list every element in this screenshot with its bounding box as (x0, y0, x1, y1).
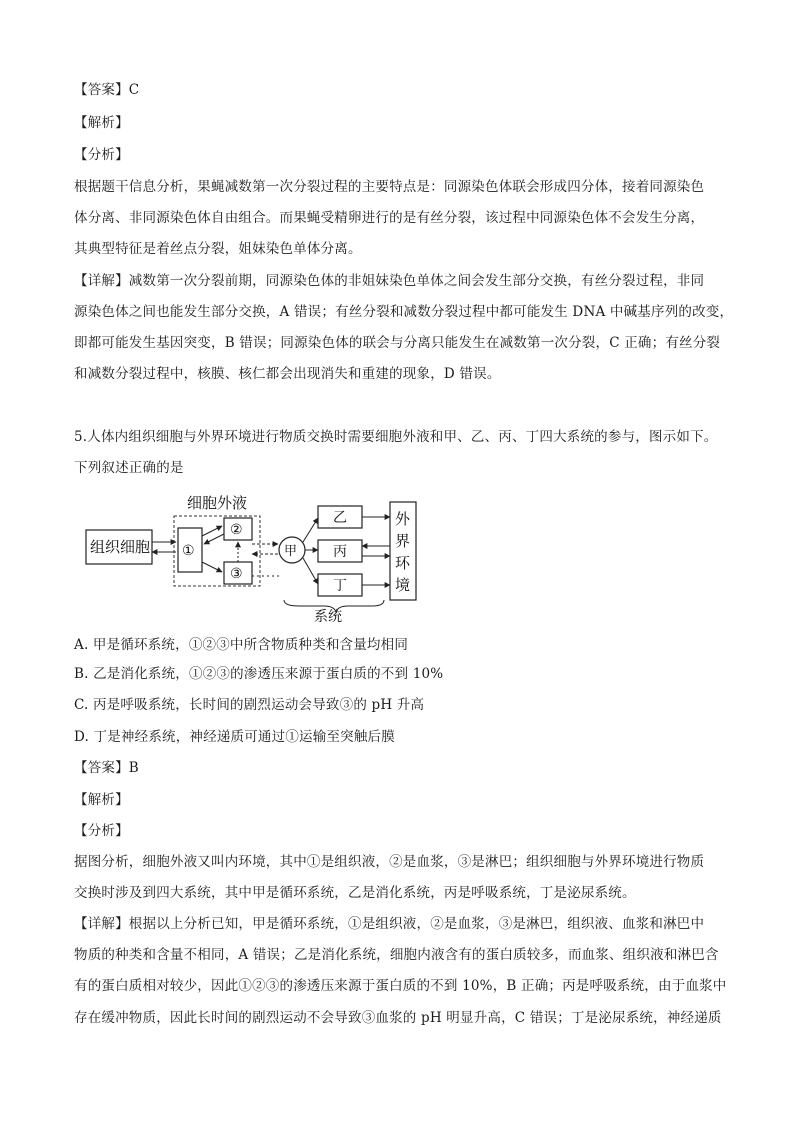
q4-detail-line: 即都可能发生基因突变，B 错误；同源染色体的联会与分离只能发生在减数第一次分裂，C 正确；有丝分裂 (74, 335, 721, 351)
system-label: 系统 (314, 609, 342, 622)
q4-detail-line: 【详解】减数第一次分裂前期，同源染色体的非姐妹染色单体之间会发生部分交换，有丝分裂过程，非同 (74, 273, 705, 289)
q5-detail-line: 有的蛋白质相对较少，因此①②③的渗透压来源于蛋白质的不到 10%，B 正确；丙是呼吸系统，由于血浆中 (74, 978, 727, 994)
arrow-jia-ding (303, 558, 318, 584)
q4-analysis-heading: 【解析】 (74, 115, 129, 131)
node3-label: ③ (230, 566, 243, 582)
q4-fenxi-line: 体分离、非同源染色体自由组合。而果蝇受精卵进行的是有丝分裂，该过程中同源染色体不会发生分离， (74, 210, 705, 226)
q5-stem-line: 下列叙述正确的是 (74, 460, 184, 476)
q5-detail-line: 【详解】根据以上分析已知，甲是循环系统，①是组织液，②是血浆，③是淋巴，组织液、血浆和淋巴中 (74, 916, 705, 932)
q4-fenxi-line: 根据题干信息分析，果蝇减数第一次分裂过程的主要特点是：同源染色体联会形成四分体，接着同源染色 (74, 179, 705, 195)
q4-fenxi-heading: 【分析】 (74, 147, 129, 163)
external-env-char: 境 (395, 576, 411, 594)
option-d: D. 丁是神经系统，神经递质可通过①运输至突触后膜 (74, 729, 395, 745)
option-b: B. 乙是消化系统，①②③的渗透压来源于蛋白质的不到 10% (74, 666, 444, 682)
arrow-1-to-2 (202, 526, 222, 536)
external-env-char: 界 (395, 532, 411, 550)
exchange-diagram (84, 490, 424, 622)
external-env-char: 环 (395, 554, 411, 572)
external-env-char: 外 (395, 510, 411, 528)
arrow-1-to-3 (202, 562, 222, 572)
q5-stem-line: 5.人体内组织细胞与外界环境进行物质交换时需要细胞外液和甲、乙、丙、丁四大系统的参与，图示如下。 (74, 429, 718, 445)
q4-detail-line: 和减数分裂过程中，核膜、核仁都会出现消失和重建的现象，D 错误。 (74, 366, 501, 382)
yi-label: 乙 (333, 510, 347, 526)
q4-answer: 【答案】C (74, 82, 140, 98)
q5-fenxi-heading: 【分析】 (74, 823, 129, 839)
q5-fenxi-line: 据图分析，细胞外液又叫内环境，其中①是组织液，②是血浆，③是淋巴；组织细胞与外界环境进行物质 (74, 854, 705, 870)
q4-detail-line: 源染色体之间也能发生部分交换，A 错误；有丝分裂和减数分裂过程中都可能发生 DNA 中碱基序列的改变， (74, 304, 734, 320)
arrow-jia-yi (303, 518, 318, 542)
q5-detail-line: 存在缓冲物质，因此长时间的剧烈运动不会导致③血浆的 pH 明显升高，C 错误；丁是泌尿系统，神经递质 (74, 1010, 722, 1026)
q5-fenxi-line: 交换时涉及到四大系统，其中甲是循环系统，乙是消化系统，丙是呼吸系统，丁是泌尿系统。 (74, 885, 636, 901)
option-c: C. 丙是呼吸系统，长时间的剧烈运动会导致③的 pH 升高 (74, 697, 425, 713)
node1-label: ① (182, 543, 195, 559)
q5-analysis-heading: 【解析】 (74, 792, 129, 808)
q5-answer: 【答案】B (74, 760, 139, 776)
q5-detail-line: 物质的种类和含量不相同，A 错误；乙是消化系统，细胞内液含有的蛋白质较多，而血浆、组织液和淋巴含 (74, 947, 719, 963)
q4-fenxi-line: 其典型特征是着丝点分裂，姐妹染色单体分离。 (74, 241, 362, 257)
bing-label: 丙 (333, 544, 347, 560)
tissue-cell-label: 组织细胞 (90, 538, 151, 556)
option-a: A. 甲是循环系统，①②③中所含物质种类和含量均相同 (74, 637, 409, 653)
node2-label: ② (230, 522, 243, 538)
ding-label: 丁 (333, 578, 347, 594)
jia-label: 甲 (284, 544, 298, 559)
extracellular-label: 细胞外液 (187, 494, 248, 512)
arrow-2-to-1 (204, 534, 224, 544)
